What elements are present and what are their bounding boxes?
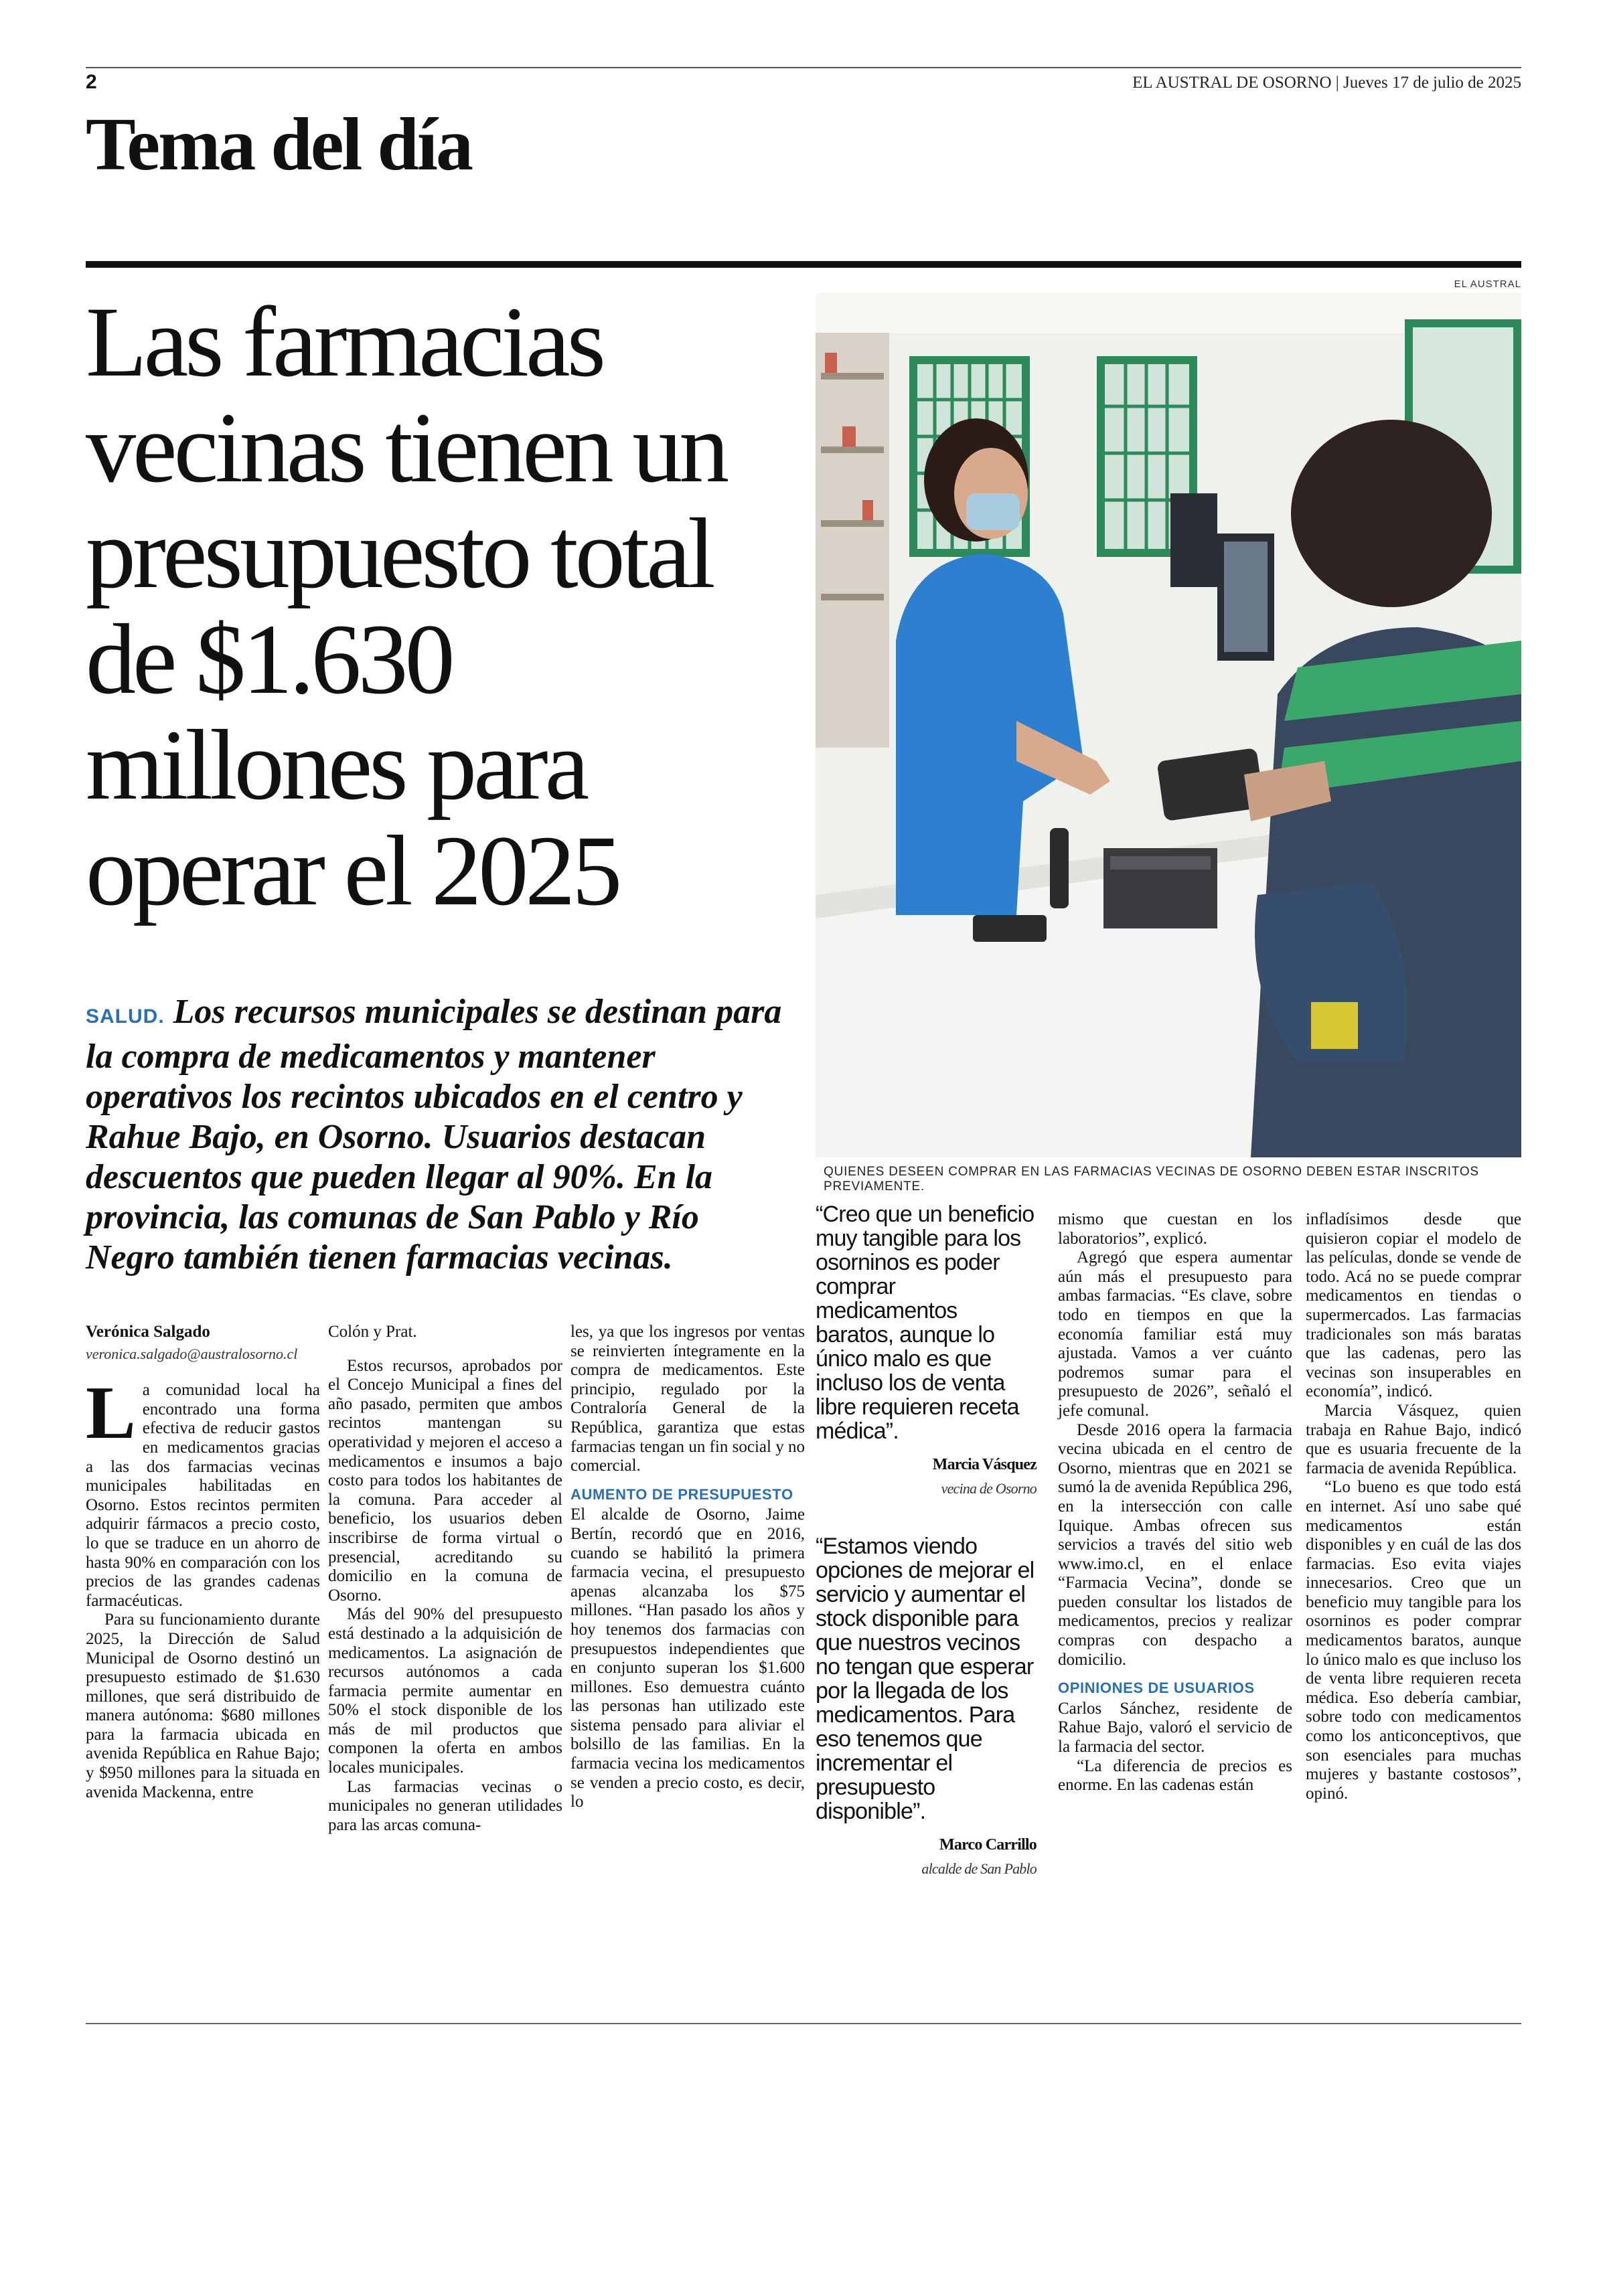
photo-caption: QUIENES DESEEN COMPRAR EN LAS FARMACIAS VECINAS DE OSORNO DEBEN ESTAR INSCRITOS PREVIAMENTE. [824,1165,1479,1194]
pull-quote-1 [816,1202,1037,1501]
quote-1-name: Marcia Vásquez [932,1456,1037,1473]
col1-p1: a comunidad local ha encontrado una forma efectiva de reducir gastos en medicamentos gracias a las dos farmacias vecinas municipales habilitadas en Osorno. Estos recintos permiten adquirir fármacos a precio costo, lo que se traduce en un ahorro de hasta 90% en comparación con los precios de las grandes cadenas farmacéuticas. [86,1381,320,1610]
dek-text: Los recursos municipales se destinan para la compra de medicamentos y mantener operativos los recintos ubicados en el centro y Rahue Bajo, en Osorno. Usuarios destacan descuentos que pueden llegar al 90%. En la provincia, las comunas de San Pablo y Río Negro también tienen farmacias vecinas. [86,993,782,1277]
quote-1-text: “Creo que un beneficio muy tangible para los osorninos es poder comprar medicamentos baratos, aunque lo único malo es que incluso los de venta libre requieren receta médica”. [816,1202,1035,1444]
pull-quote-2 [816,1534,1037,1881]
pharmacy-counter-illustration [816,293,1521,1157]
column-6 [1306,1210,1521,1803]
subhead-opiniones: OPINIONES DE USUARIOS [1058,1679,1255,1697]
col2-p1: Estos recursos, aprobados por el Concejo Municipal a fines del año pasado, permiten que ambos recintos mantengan su operatividad y mejoren el acceso a medicamentos e insumos a bajo costo para todos los habitantes de la comuna. Para acceder al beneficio, los usuarios deben inscribirse de forma virtual o presencial, acreditando su domicilio en la comuna de Osorno. [328,1356,562,1605]
top-rule [86,67,1521,68]
byline: Verónica Salgado [86,1323,210,1341]
section-title: Tema del día [86,103,471,186]
bottom-rule [86,2023,1521,2024]
quote-2-text: “Estamos viendo opciones de mejorar el servicio y aumentar el stock disponible para que nuestros vecinos no tengan que esperar por la llegada de los medicamentos. Para eso tenemos que incrementar el presupuesto disponible”. [816,1534,1035,1824]
column-2 [328,1323,562,1835]
page-number: 2 [86,71,97,93]
col3-p1: El alcalde de Osorno, Jaime Bertín, recordó que en 2016, cuando se habilitó la primera farmacia vecina, el presupuesto apenas alcanzaba los $75 millones. “Han pasado los años y hoy tenemos dos farmacias con presupuestos independientes que en conjunto superan los $1.600 millones. Eso demuestra cuánto las personas han utilizado este sistema pensado para aliviar el bolsillo de las familias. En la farmacia vecina los medicamentos se venden a precio costo, es decir, lo [570,1505,805,1811]
col2-p2: Más del 90% del presupuesto está destinado a la adquisición de medicamentos. La asignación de recursos autónomos a cada farmacia permite aumentar en 50% el stock disponible de los más de mil productos que componen la oferta en ambos locales municipales. [328,1605,562,1777]
headline: Las farmacias vecinas tienen un presupuesto total de $1.630 millones para operar el 2025 [86,286,726,926]
dek-tag: SALUD. [86,1005,165,1028]
col6-p2: “Lo bueno es que todo está en internet. Así uno sabe qué medicamentos están disponibles y en cuál de las dos farmacias. Eso evita viajes innecesarios. Creo que un beneficio muy tangible para los osorninos es poder comprar medicamentos baratos, aunque lo único malo es que incluso los de venta libre requieren receta médica. Eso debería cambiar, sobre todo con medicamentos como los anticonceptivos, que son esenciales para muchas mujeres y bastante costosos”, opinó. [1306,1478,1521,1803]
quote-2-name: Marco Carrillo [939,1836,1037,1854]
lead-paragraph [86,1372,320,1611]
quote-1-role: vecina de Osorno [941,1480,1037,1497]
byline-email[interactable]: veronica.salgado@australosorno.cl [86,1345,298,1362]
subhead-presupuesto: AUMENTO DE PRESUPUESTO [570,1485,793,1503]
section-rule [86,261,1521,268]
col2-p3: Las farmacias vecinas o municipales no generan utilidades para las arcas comuna- [328,1777,562,1834]
col3-p0: les, ya que los ingresos por ventas se reinvierten íntegramente en la compra de medicamentos. Este principio, regulado por la Contraloría General de la República, garantiza que estas farmacias tengan un fin social y no comercial. [570,1323,805,1475]
col5-p1: Agregó que espera aumentar aún más el presupuesto para ambas farmacias. “Es clave, sobre todo en tiempos en que la economía familiar está muy ajustada. Vamos a ver cuánto podremos sumar para el presupuesto de 2026”, señaló el jefe comunal. [1058,1248,1292,1420]
drop-cap: L [86,1372,136,1455]
photo-credit: EL AUSTRAL [1454,278,1521,290]
folio: EL AUSTRAL DE OSORNO | Jueves 17 de julio de 2025 [1132,74,1521,92]
column-3 [570,1323,805,1812]
column-1 [86,1323,320,1802]
dek [86,992,789,1278]
col5-p0: mismo que cuestan en los laboratorios”, explicó. [1058,1210,1292,1248]
col5-p2: Desde 2016 opera la farmacia vecina ubicada en el centro de Osorno, mientras que en 2021 se sumó la de avenida República 296, en la intersección con calle Iquique. Ambas ofrecen sus servicios a través del sitio web www.imo.cl, en el enlace “Farmacia Vecina”, donde se pueden consultar los listados de medicamentos, precios y realizar compras con despacho a domicilio. [1058,1420,1292,1669]
col1-p2: Para su funcionamiento durante 2025, la Dirección de Salud Municipal de Osorno destinó un presupuesto estimado de $1.630 millones, que será distribuido de manera autónoma: $680 millones para la farmacia ubicada en avenida República en Rahue Bajo; y $950 millones para la situada en avenida Mackenna, entre [86,1611,320,1801]
col5-p3: Carlos Sánchez, residente de Rahue Bajo, valoró el servicio de la farmacia del sector. [1058,1699,1292,1756]
col5-p4: “La diferencia de precios es enorme. En las cadenas están [1058,1756,1292,1795]
column-5 [1058,1210,1292,1795]
col6-p0: infladísimos desde que quisieron copiar el modelo de las películas, donde se vende de todo. Acá no se puede comprar medicamentos en tiendas o supermercados. Las farmacias tradicionales son más baratas que las cadenas, pero las vecinas son insuperables en economía”, indicó. [1306,1210,1521,1401]
quote-2-role: alcalde de San Pablo [921,1860,1037,1877]
col6-p1: Marcia Vásquez, quien trabaja en Rahue Bajo, indicó que es usuaria frecuente de la farmacia de avenida República. [1306,1401,1521,1477]
pharmacy-photo [816,293,1521,1157]
col2-p0: Colón y Prat. [328,1323,417,1341]
